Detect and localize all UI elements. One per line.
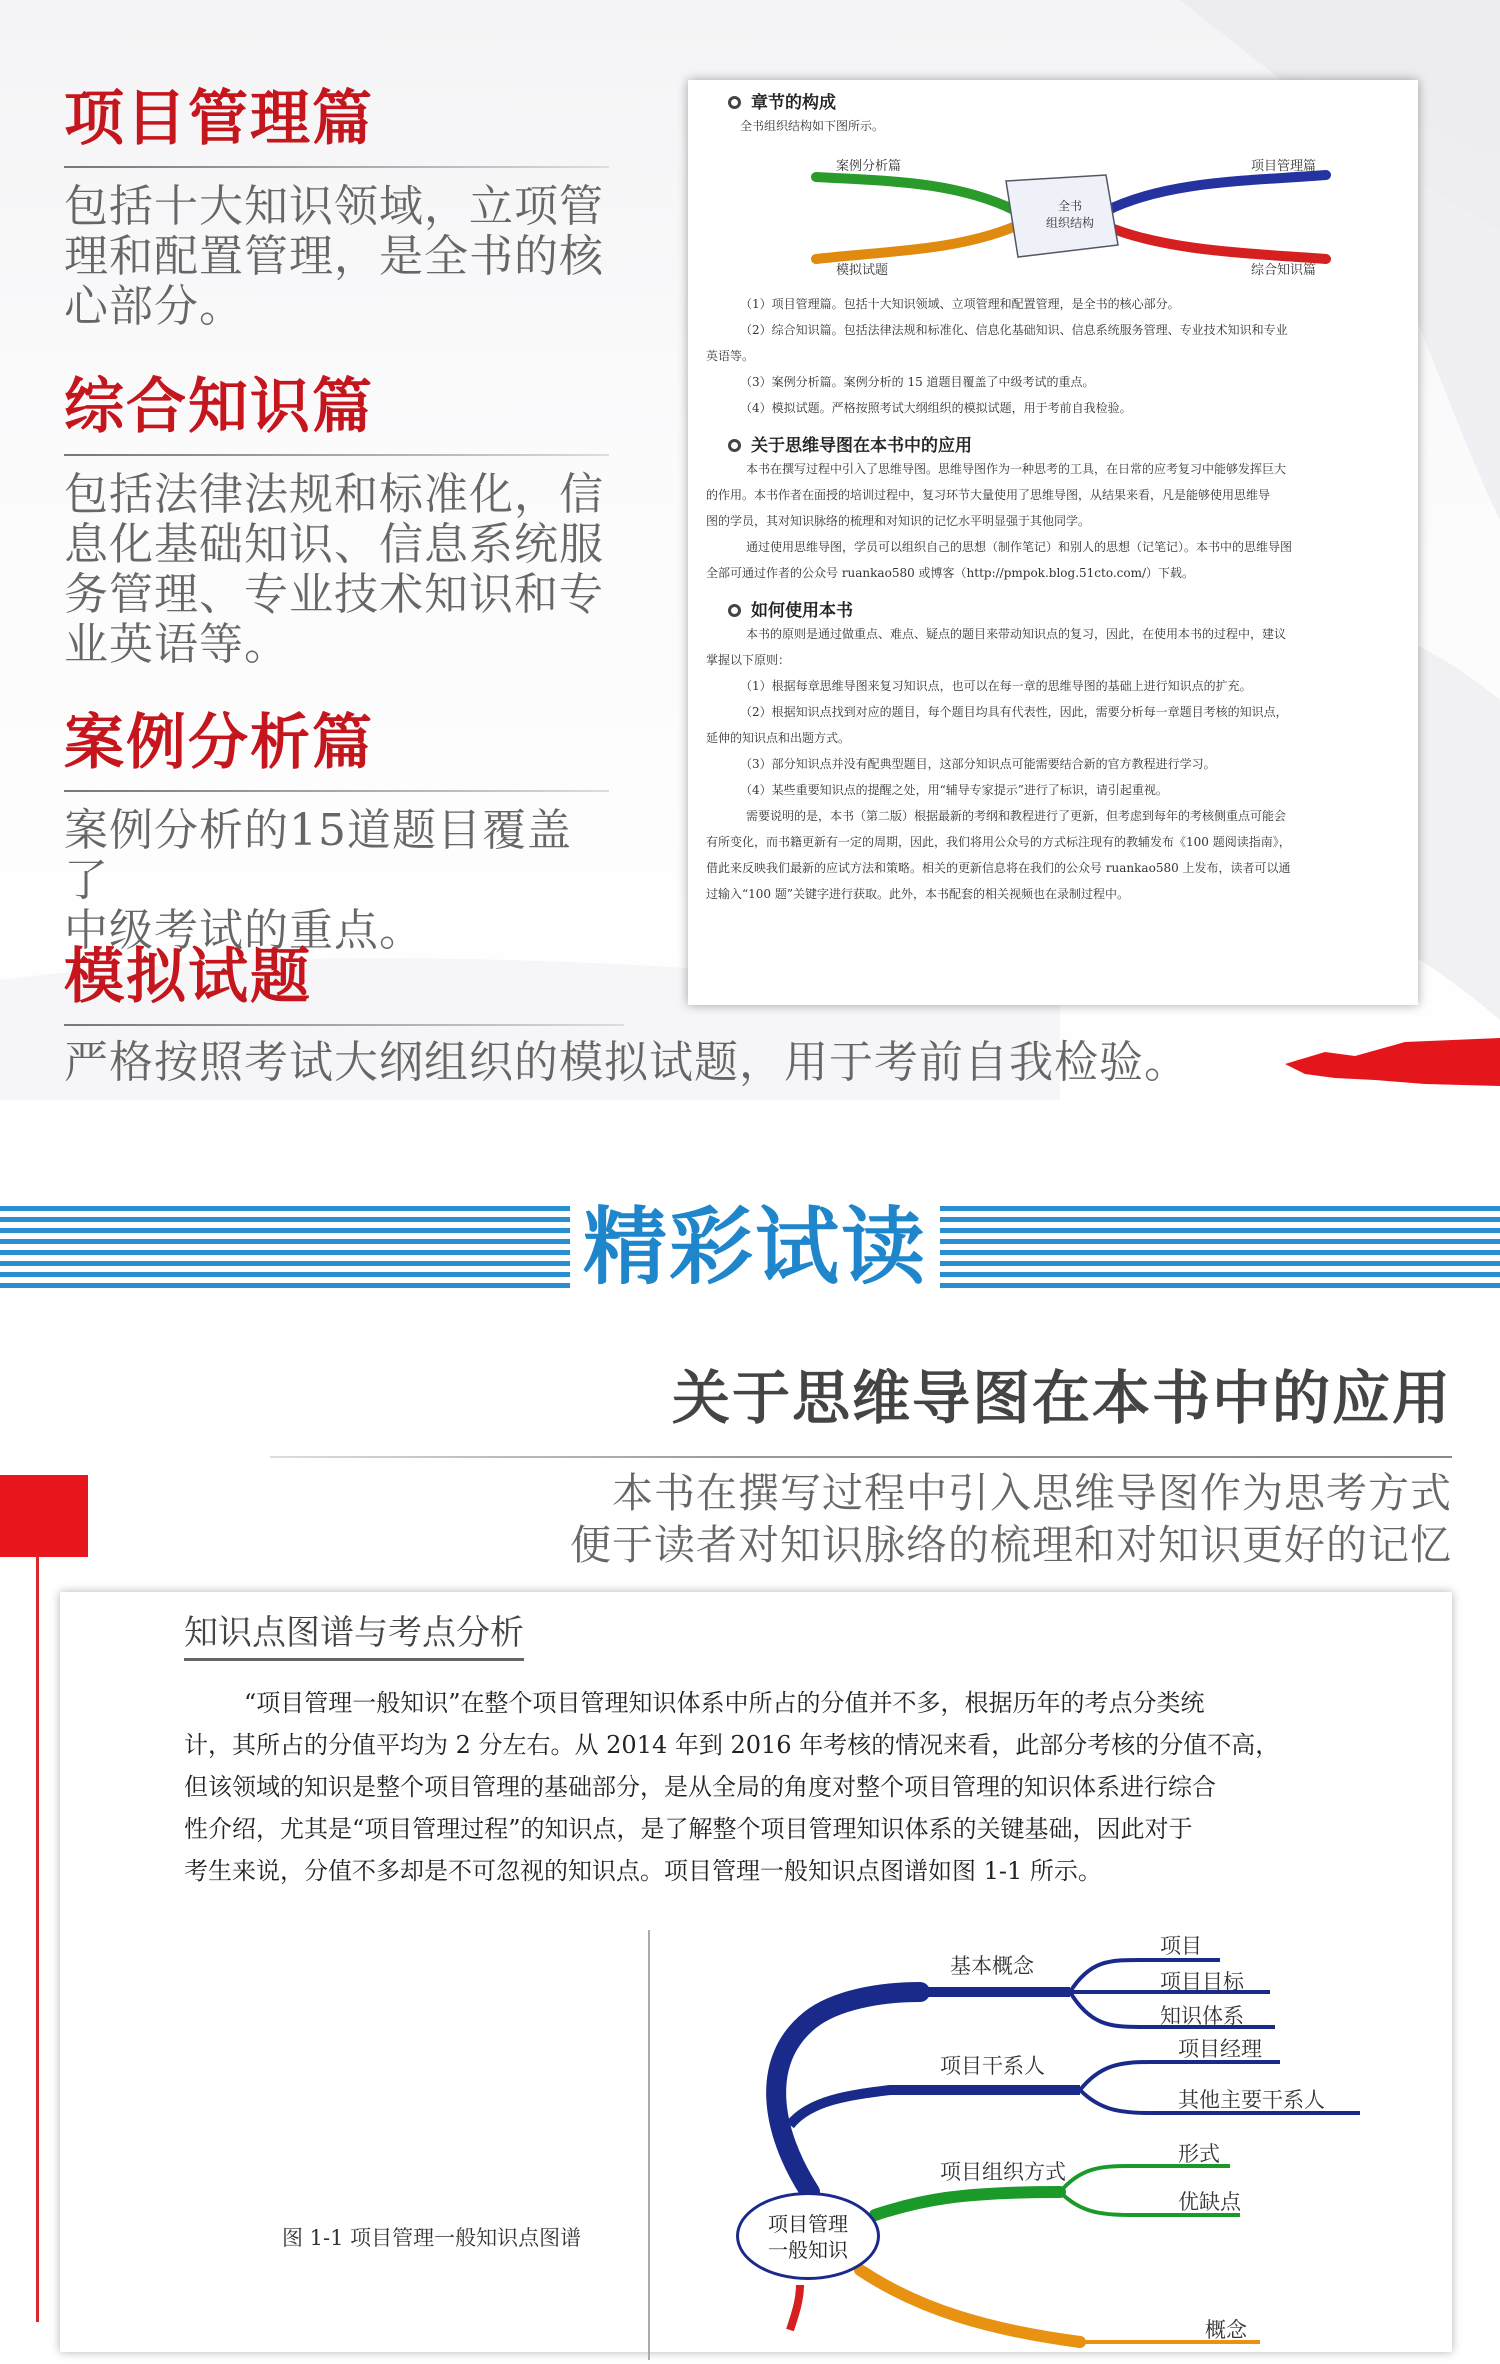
banner-stripes-right: [940, 1206, 1500, 1290]
mind-leaf: 概念: [1205, 2318, 1247, 2342]
paragraph-line: 借此来反映我们最新的应试方法和策略。相关的更新信息将在我们的公众号 ruankao580 上发布，读者可以通: [706, 861, 1291, 875]
section-mock-exam: [64, 940, 624, 1026]
knowledge-mind-map: [660, 1930, 1380, 2360]
section-description: 案例分析的15道题目覆盖了 中级考试的重点。: [64, 805, 572, 956]
book-page-preview: [688, 80, 1418, 1005]
mind-node: 项目干系人: [940, 2054, 1045, 2078]
title-divider: [64, 790, 609, 792]
mind-leaf: 其他主要干系人: [1178, 2088, 1325, 2112]
sample-page: [60, 1592, 1452, 2352]
section-title: 项目管理篇: [64, 84, 374, 154]
sample-heading: 知识点图谱与考点分析: [184, 1610, 524, 1661]
title-divider: [270, 1456, 1452, 1458]
mind-leaf: 形式: [1178, 2142, 1220, 2166]
paragraph-line: （2）综合知识篇。包括法律法规和标准化、信息化基础知识、信息系统服务管理、专业技术知识和专业: [740, 323, 1288, 337]
bullet-icon: [728, 604, 741, 617]
section-title: 案例分析篇: [64, 708, 374, 778]
banner-title: 精彩试读: [582, 1197, 927, 1296]
section-project-management: [64, 82, 609, 332]
paragraph-line: 掌握以下原则：: [706, 653, 791, 667]
title-divider: [64, 1024, 624, 1026]
paragraph-line: 通过使用思维导图，学员可以组织自己的思想（制作笔记）和别人的思想（记笔记）。本书中的思维导图: [746, 540, 1293, 554]
paragraph-line: 全部可通过作者的公众号 ruankao580 或博客（http://pmpok.blog.51cto.com/）下载。: [706, 566, 1195, 580]
mind-leaf: 优缺点: [1178, 2190, 1241, 2214]
paragraph-line: 英语等。: [706, 349, 755, 363]
page-heading: 章节的构成: [706, 88, 1400, 113]
section-comprehensive-knowledge: [64, 370, 609, 670]
section-description: 包括十大知识领域，立项管 理和配置管理，是全书的核 心部分。: [64, 181, 604, 332]
paragraph-line: 的作用。本书作者在面授的培训过程中，复习环节大量使用了思维导图，从结果来看，凡是能够使用思维导: [706, 488, 1271, 502]
paragraph-line: （1）项目管理篇。包括十大知识领域、立项管理和配置管理，是全书的核心部分。: [740, 297, 1180, 311]
paragraph-line: 图的学员，其对知识脉络的梳理和对知识的记忆水平明显强于其他同学。: [706, 514, 1091, 528]
structure-mind-map: [706, 141, 1400, 291]
section-description: 包括法律法规和标准化，信 息化基础知识、信息系统服 务管理、专业技术知识和专 业英语等。: [64, 469, 604, 670]
paragraph-line: （1）根据每章思维导图来复习知识点，也可以在每一章的思维导图的基础上进行知识点的扩充。: [740, 679, 1252, 693]
mind-leaf: 项目经理: [1178, 2037, 1262, 2061]
paragraph-line: （4）某些重要知识点的提醒之处，用“辅导专家提示”进行了标识，请引起重视。: [740, 783, 1168, 797]
paragraph-line: （2）根据知识点找到对应的题目，每个题目均具有代表性，因此，需要分析每一章题目考核的知识点，: [740, 705, 1288, 719]
mind-map-branches: [660, 1930, 1380, 2360]
paragraph-line: 过输入“100 题”关键字进行获取。此外，本书配套的相关视频也在录制过程中。: [706, 887, 1129, 901]
section-title: 模拟试题: [64, 942, 312, 1012]
section-description: 严格按照考试大纲组织的模拟试题，用于考前自我检验。: [64, 1037, 1189, 1088]
section-title: 综合知识篇: [64, 372, 374, 442]
map-label: 模拟试题: [836, 263, 889, 278]
page-heading: 如何使用本书: [706, 596, 1400, 621]
column-divider: [648, 1930, 650, 2360]
lower-subtitle: 本书在撰写过程中引入思维导图作为思考方式 便于读者对知识脉络的梳理和对知识更好的记忆: [570, 1469, 1452, 1569]
paragraph-line: 延伸的知识点和出题方式。: [706, 731, 851, 745]
bullet-icon: [728, 96, 741, 109]
mind-node: 项目组织方式: [940, 2160, 1066, 2184]
map-label: 项目管理篇: [1251, 159, 1317, 174]
figure-caption: 图 1-1 项目管理一般知识点图谱: [282, 2226, 582, 2250]
mind-leaf: 知识体系: [1160, 2004, 1244, 2028]
paragraph-line: （4）模拟试题。严格按照考试大纲组织的模拟试题，用于考前自我检验。: [740, 401, 1132, 415]
red-accent-line: [36, 1555, 39, 2322]
mind-leaf: 项目目标: [1160, 1970, 1244, 1994]
mind-node: 基本概念: [950, 1954, 1034, 1978]
paragraph-line: 本书的原则是通过做重点、难点、疑点的题目来带动知识点的复习，因此，在使用本书的过程中，建议: [746, 627, 1287, 641]
map-center: 全书 组织结构: [1045, 199, 1094, 230]
sample-paragraph: “项目管理一般知识”在整个项目管理知识体系中所占的分值并不多，根据历年的考点分类统 计，其所占的分值平均为 2 分左右。从 2014 年到 2016 年考核的情况来看，此部分考核的分值不高， 但该领域的知识是整个项目管理的基础部分，是从全局的角度对整个项目管理的知识体系进行综合 性介绍，尤其是“项目管理过程”的知识点，是了解整个项目管理知识体系的关键基础，因此对于 考生来说，分值不多却是不可忽视的知识点。项目管理一般知识点图谱如图 1-1 所示。: [184, 1689, 1280, 1885]
paragraph-line: 全书组织结构如下图所示。: [740, 119, 885, 133]
paragraph-line: （3）案例分析篇。案例分析的 15 道题目覆盖了中级考试的重点。: [740, 375, 1095, 389]
title-divider: [64, 166, 609, 168]
paragraph-line: 本书在撰写过程中引入了思维导图。思维导图作为一种思考的工具，在日常的应考复习中能够发挥巨大: [746, 462, 1287, 476]
paragraph-line: （3）部分知识点并没有配典型题目，这部分知识点可能需要结合新的官方教程进行学习。: [740, 757, 1216, 771]
title-divider: [64, 454, 609, 456]
red-accent-block: [0, 1475, 88, 1557]
page-heading: 关于思维导图在本书中的应用: [706, 431, 1400, 456]
lower-title: 关于思维导图在本书中的应用: [671, 1364, 1452, 1432]
mind-center-node: 项目管理 一般知识: [736, 2192, 880, 2280]
paragraph-line: 有所变化，而书籍更新有一定的周期，因此，我们将用公众号的方式标注现有的教辅发布《100 题阅读指南》，: [706, 835, 1291, 849]
paragraph-line: 需要说明的是，本书（第二版）根据最新的考纲和教程进行了更新，但考虑到每年的考核侧重点可能会: [746, 809, 1287, 823]
red-brush-stroke: [1285, 1034, 1500, 1090]
section-case-analysis: [64, 706, 609, 956]
map-label: 案例分析篇: [836, 159, 902, 174]
bullet-icon: [728, 439, 741, 452]
mind-leaf: 项目: [1160, 1934, 1202, 1958]
banner-stripes-left: [0, 1206, 570, 1290]
map-label: 综合知识篇: [1251, 263, 1317, 278]
preview-banner: [0, 1192, 1500, 1302]
